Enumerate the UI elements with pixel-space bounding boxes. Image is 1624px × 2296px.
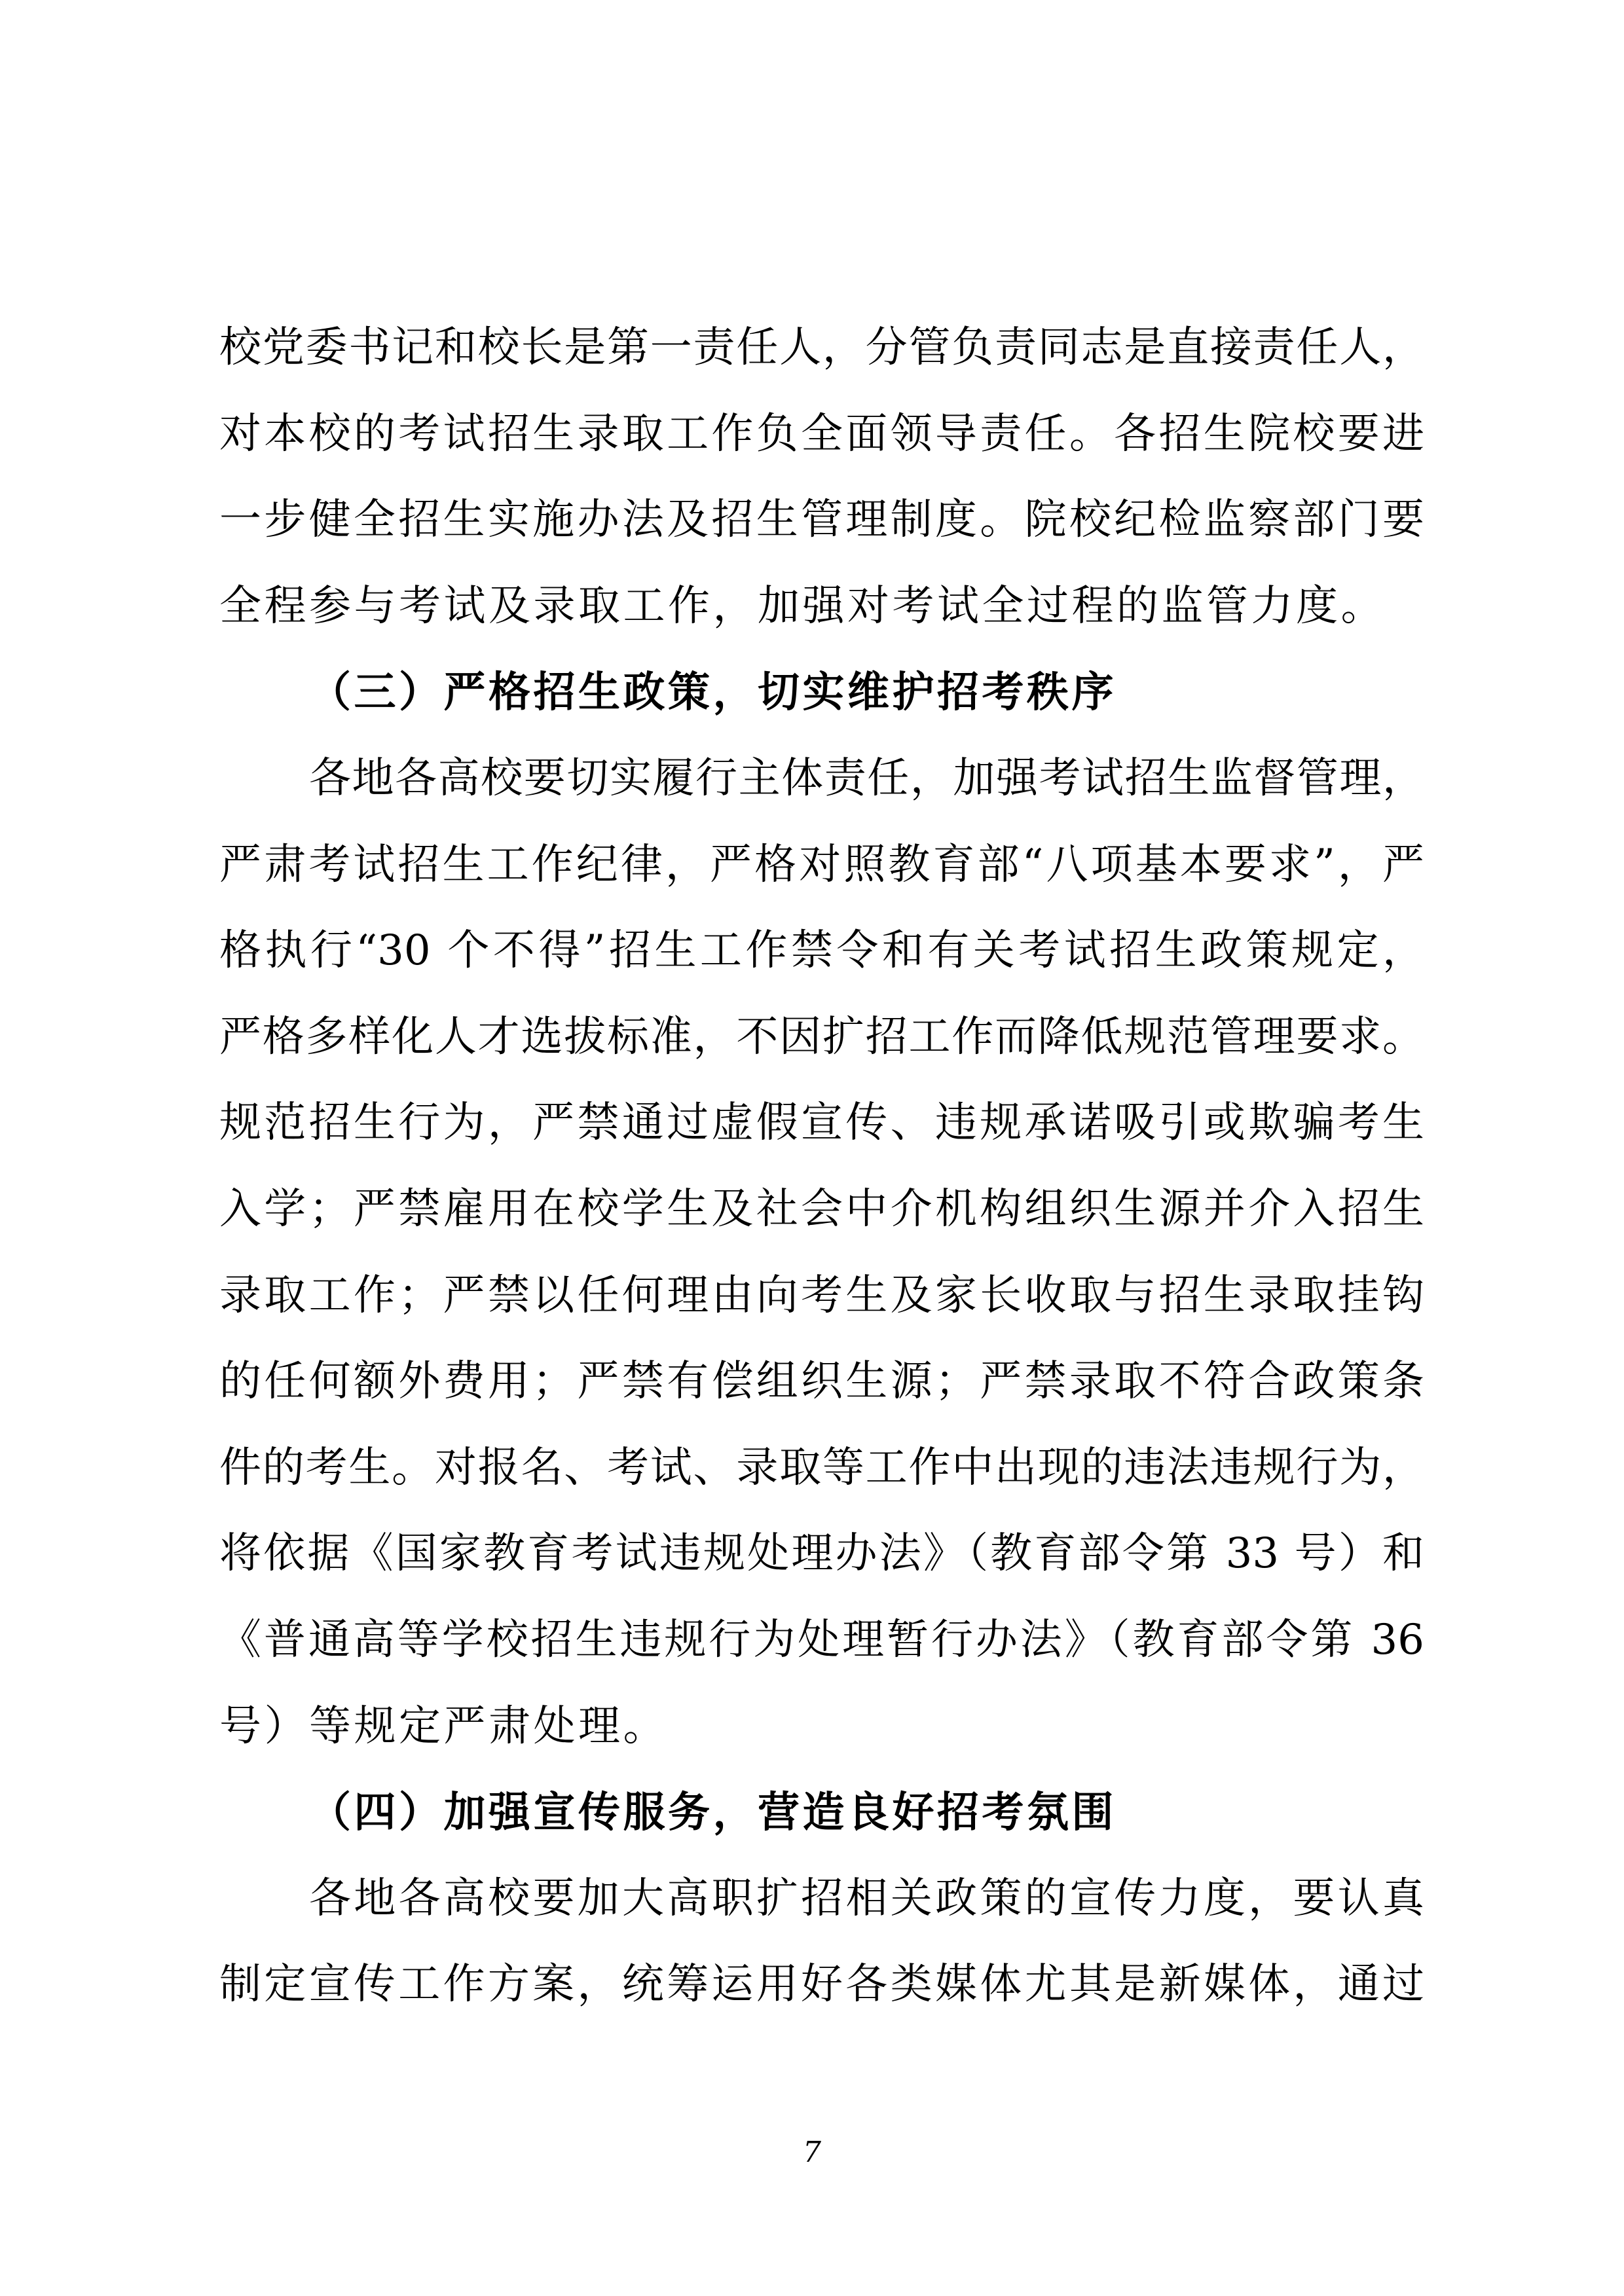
text-line: 一步健全招生实施办法及招生管理制度。院校纪检监察部门要 <box>219 496 1424 545</box>
text-line: 号）等规定严肃处理。 <box>219 1702 668 1751</box>
text-line: 入学；严禁雇用在校学生及社会中介机构组织生源并介入招生 <box>219 1184 1424 1233</box>
section-heading: （四）加强宣传服务，营造良好招考氛围 <box>309 1788 1116 1838</box>
text-line: 件的考生。对报名、考试、录取等工作中出现的违法违规行为， <box>219 1443 1424 1492</box>
text-line: 规范招生行为，严禁通过虚假宣传、违规承诺吸引或欺骗考生 <box>219 1099 1424 1148</box>
page-number: 7 <box>803 2136 821 2169</box>
text-line: 的任何额外费用；严禁有偿组织生源；严禁录取不符合政策条 <box>219 1357 1424 1406</box>
text-line: 严肃考试招生工作纪律，严格对照教育部“八项基本要求”，严 <box>219 840 1424 889</box>
text-line: 各地各高校要切实履行主体责任，加强考试招生监督管理， <box>309 754 1424 803</box>
text-line: 全程参与考试及录取工作，加强对考试全过程的监管力度。 <box>219 581 1386 630</box>
section-heading: （三）严格招生政策，切实维护招考秩序 <box>309 668 1116 718</box>
text-line: 《普通高等学校招生违规行为处理暂行办法》（教育部令第 36 <box>219 1615 1424 1664</box>
text-line: 制定宣传工作方案，统筹运用好各类媒体尤其是新媒体，通过 <box>219 1960 1424 2009</box>
text-line: 校党委书记和校长是第一责任人，分管负责同志是直接责任人， <box>219 323 1424 372</box>
document-body <box>219 305 1424 2028</box>
text-line: 格执行“30 个不得”招生工作禁令和有关考试招生政策规定， <box>219 926 1424 975</box>
text-line: 严格多样化人才选拔标准，不因扩招工作而降低规范管理要求。 <box>219 1012 1424 1061</box>
text-line: 对本校的考试招生录取工作负全面领导责任。各招生院校要进 <box>219 409 1424 458</box>
text-line: 录取工作；严禁以任何理由向考生及家长收取与招生录取挂钩 <box>219 1271 1424 1320</box>
text-line: 将依据《国家教育考试违规处理办法》（教育部令第 33 号）和 <box>219 1529 1424 1578</box>
text-line: 各地各高校要加大高职扩招相关政策的宣传力度，要认真 <box>309 1874 1424 1923</box>
